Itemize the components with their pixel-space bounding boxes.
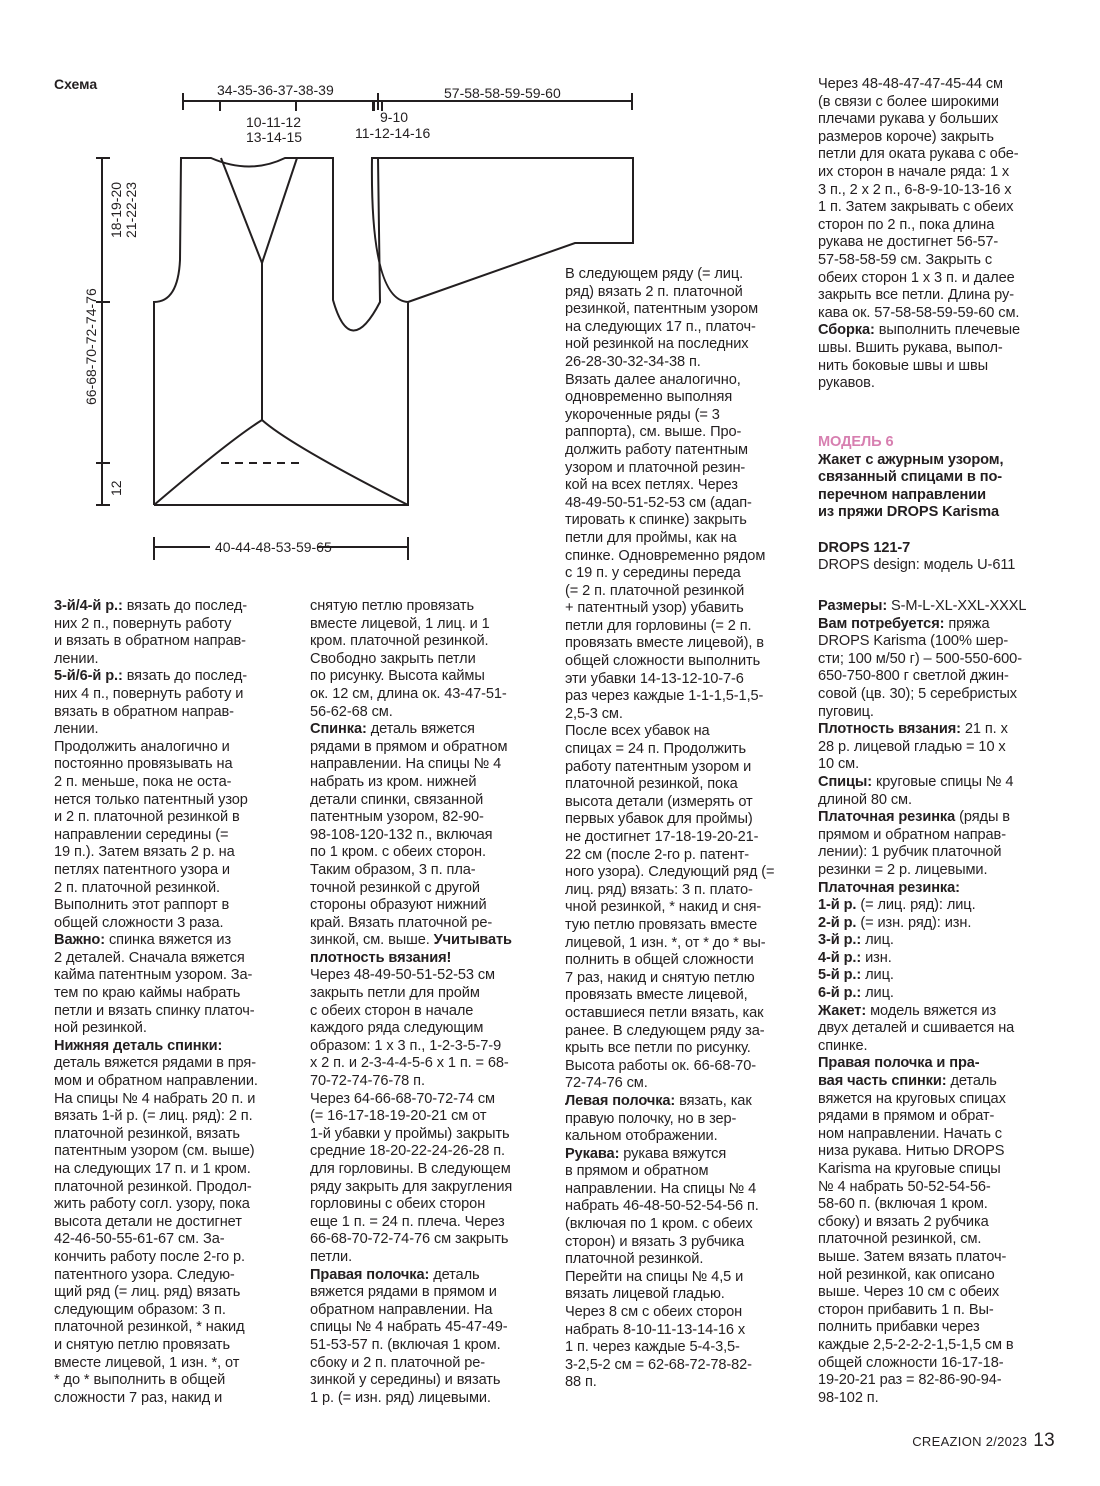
text-line bbox=[818, 1073, 1026, 1091]
text-line: ной резинкой. bbox=[54, 1020, 147, 1037]
bold-lead: Платочная резинка: bbox=[818, 879, 960, 896]
text-line bbox=[310, 950, 512, 968]
text-line: прямом и обратном направ- bbox=[818, 826, 1006, 843]
bold-lead: Жакет: bbox=[818, 1002, 867, 1019]
text-line: 2 п. платочной резинкой. bbox=[54, 879, 220, 896]
text-line bbox=[54, 598, 258, 616]
text-line: вместе лицевой, 1 лиц. и 1 bbox=[310, 615, 490, 632]
neck-v bbox=[221, 158, 297, 263]
text-line: еще 1 п. = 24 п. плеча. Через bbox=[310, 1213, 505, 1230]
text-line: рядами в прямом и обратном bbox=[310, 738, 508, 755]
text-line: 7 раз, накид и снятую петлю bbox=[565, 969, 755, 986]
text-line bbox=[818, 774, 1026, 792]
text-line: платочной резинкой. bbox=[565, 1251, 704, 1268]
text-line: * до * выполнить в общей bbox=[54, 1372, 226, 1389]
text-line: петли и вязать спинку платоч- bbox=[54, 1002, 255, 1019]
bold-lead: Спинка: bbox=[310, 721, 367, 738]
text-line: петли для проймы, как на bbox=[565, 529, 737, 546]
text-run: рукава вяжутся bbox=[619, 1145, 727, 1162]
text-line: сторон) и вязать 3 рубчика bbox=[565, 1233, 745, 1250]
text-line: 2,5-3 см. bbox=[565, 705, 623, 722]
page-number: 13 bbox=[1033, 1430, 1055, 1451]
text-line: каждого ряда следующим bbox=[310, 1020, 484, 1037]
text-line: (= 16-17-18-19-20-21 см от bbox=[310, 1108, 487, 1125]
text-line: оставшиеся петли вязать, как bbox=[565, 1004, 764, 1021]
text-line: сторон прибавить 1 п. Вы- bbox=[818, 1301, 994, 1318]
bold-lead: Платочная резинка bbox=[818, 809, 956, 826]
text-line: Через 64-66-68-70-72-74 см bbox=[310, 1090, 495, 1107]
text-line: длиной 80 см. bbox=[818, 791, 912, 808]
bold-lead: 6-й р.: bbox=[818, 985, 862, 1002]
text-column-3 bbox=[565, 266, 774, 1392]
bold-lead: Вам потребуется: bbox=[818, 615, 945, 632]
bold-lead: 2-й р. bbox=[818, 914, 857, 931]
bold-lead: Рукава: bbox=[565, 1145, 620, 1162]
text-line bbox=[310, 1267, 512, 1285]
text-line: чной резинкой, * накид и сня- bbox=[565, 899, 762, 916]
text-line: детали спинки, связанной bbox=[310, 791, 484, 808]
label-length: 66-68-70-72-74-76 bbox=[83, 288, 99, 405]
text-line bbox=[818, 985, 1026, 1003]
text-line bbox=[818, 616, 1026, 634]
label-shoulder-2: 11-12-14-16 bbox=[355, 125, 431, 141]
text-line: 2 п. меньше, пока не оста- bbox=[54, 773, 232, 790]
schema-title: Схема bbox=[54, 76, 98, 92]
bold-lead: вая часть спинки: bbox=[818, 1073, 947, 1090]
model-title-line: связанный спицами в по- bbox=[818, 469, 1003, 486]
text-line bbox=[54, 932, 258, 950]
back-outline bbox=[154, 158, 380, 505]
text-line: их сторон в начале ряда: 1 х bbox=[818, 163, 1010, 180]
text-line: стороны образуют нижний bbox=[310, 897, 487, 914]
text-line: в прямом и обратном bbox=[565, 1163, 709, 1180]
label-shoulder-1: 9-10 bbox=[380, 109, 409, 125]
text-line: сложности 7 раз, накид и bbox=[54, 1389, 223, 1406]
text-line: № 4 набрать 50-52-54-56- bbox=[818, 1178, 991, 1195]
text-line: ной резинкой, как описано bbox=[818, 1266, 995, 1283]
text-line: (= 2 п. платочной резинкой bbox=[565, 582, 745, 599]
text-line: размеров короче) закрыть bbox=[818, 128, 994, 145]
text-line: 98-102 п. bbox=[818, 1389, 879, 1406]
text-line: общей сложности 16-17-18- bbox=[818, 1354, 1004, 1371]
text-line: кальном отображении. bbox=[565, 1128, 718, 1145]
text-line: двух деталей и сшивается на bbox=[818, 1020, 1015, 1037]
text-line: полнить в общей сложности bbox=[565, 952, 754, 969]
text-line: сторон по 2 п., пока длина bbox=[818, 216, 995, 233]
text-line: и вязать в обратном направ- bbox=[54, 633, 246, 650]
text-line: 72-74-76 см. bbox=[565, 1075, 648, 1092]
text-line: платочной резинкой, вязать bbox=[54, 1125, 240, 1142]
text-line: спицах = 24 п. Продолжить bbox=[565, 741, 746, 758]
text-line: с обеих сторон в начале bbox=[310, 1002, 474, 1019]
text-line: платочной резинкой, * накид bbox=[54, 1319, 245, 1336]
text-line bbox=[310, 721, 512, 739]
text-line: спицы № 4 набрать 45-47-49- bbox=[310, 1319, 508, 1336]
text-line: 58-60 п. (включая 1 кром. bbox=[818, 1196, 988, 1213]
text-line: край. Вязать платочной ре- bbox=[310, 914, 493, 931]
text-line: ном направлении. Начать с bbox=[818, 1125, 1002, 1142]
text-line: нется только патентный узор bbox=[54, 791, 248, 808]
text-line: узором и платочной резин- bbox=[565, 459, 746, 476]
text-run: вязать, как bbox=[675, 1092, 752, 1109]
text-line: деталь вяжется рядами в пря- bbox=[54, 1055, 256, 1072]
bold-lead: 3-й р.: bbox=[818, 932, 862, 949]
text-line: рукавов. bbox=[818, 375, 875, 392]
text-line: лении): 1 рубчик платочной bbox=[818, 844, 1002, 861]
label-armhole-1: 18-19-20 bbox=[108, 181, 124, 238]
text-line: лиц. ряд) вязать: 3 п. плато- bbox=[565, 881, 753, 898]
text-line: ок. 12 см, длина ок. 43-47-51- bbox=[310, 685, 507, 702]
text-line: постоянно провязывать на bbox=[54, 756, 233, 773]
text-line: нить боковые швы и швы bbox=[818, 357, 989, 374]
text-column-2 bbox=[310, 598, 512, 1407]
bold-lead: Правая полочка: bbox=[310, 1266, 430, 1283]
text-line: высота детали не достигнет bbox=[54, 1213, 242, 1230]
text-line: для горловины. В следующем bbox=[310, 1161, 511, 1177]
text-column-4-top bbox=[818, 76, 1020, 393]
bold-lead: Важно: bbox=[54, 932, 105, 949]
label-neck-1: 10-11-12 bbox=[246, 114, 302, 130]
text-line: Свободно закрыть петли bbox=[310, 650, 476, 667]
text-line: 1 п. через каждые 5-4-3,5- bbox=[565, 1339, 740, 1356]
bold-lead: Плотность вязания: bbox=[818, 721, 961, 738]
text-run: зинкой, см. выше. bbox=[310, 932, 434, 949]
text-line: Вязать далее аналогично, bbox=[565, 371, 741, 388]
text-line: набрать 46-48-50-52-54-56 п. bbox=[565, 1198, 759, 1215]
text-line: Таким образом, 3 п. пла- bbox=[310, 861, 476, 878]
text-line: (включая по 1 кром. с обеих bbox=[565, 1216, 753, 1233]
text-run: спинка вяжется из bbox=[105, 932, 232, 949]
text-line bbox=[818, 809, 1026, 827]
text-line: закрыть все петли. Длина ру- bbox=[818, 287, 1014, 304]
text-line: горловины с обеих сторон bbox=[310, 1196, 486, 1213]
text-line: направлении середины (= bbox=[54, 826, 229, 843]
text-run: деталь вяжется bbox=[366, 721, 475, 738]
text-line: петли для горловины (= 2 п. bbox=[565, 617, 752, 634]
text-line bbox=[310, 932, 512, 950]
text-line: общей сложности 3 раза. bbox=[54, 914, 224, 931]
bold-lead: 5-й р.: bbox=[818, 967, 862, 984]
label-neck-2: 13-14-15 bbox=[246, 129, 303, 145]
bold-lead: плотность вязания! bbox=[310, 949, 452, 966]
text-line: рукава не достигнет 56-57- bbox=[818, 234, 999, 251]
text-line: укороченные ряды (= 3 bbox=[565, 406, 720, 423]
text-line: каждые 2,5-2-2-2-1,5-1,5 см в bbox=[818, 1336, 1014, 1353]
bold-lead: Размеры: bbox=[818, 598, 888, 614]
text-line: вместе лицевой, 1 изн. *, от bbox=[54, 1354, 240, 1371]
text-line: зинкой у середины) и вязать bbox=[310, 1372, 501, 1389]
label-width: 40-44-48-53-59-65 bbox=[215, 539, 332, 555]
text-line bbox=[818, 950, 1026, 968]
text-line: пуговиц. bbox=[818, 703, 874, 720]
text-line: с 19 п. у середины переда bbox=[565, 565, 741, 582]
text-line: общей сложности выполнить bbox=[565, 653, 761, 670]
text-line: (в связи с более широкими bbox=[818, 93, 999, 110]
label-armhole-2: 21-22-23 bbox=[123, 181, 139, 238]
text-line: 3-2,5-2 см = 62-68-72-78-82- bbox=[565, 1356, 752, 1373]
text-run: вязать до послед- bbox=[122, 598, 247, 614]
text-line: 19-20-21 раз = 82-86-90-94- bbox=[818, 1372, 1002, 1389]
text-line bbox=[818, 598, 1026, 616]
model-title-line: Жакет с ажурным узором, bbox=[818, 451, 1004, 468]
text-line: 3 п., 2 х 2 п., 6-8-9-10-13-16 х bbox=[818, 181, 1012, 198]
text-line: Через 8 см с обеих сторон bbox=[565, 1304, 743, 1321]
text-line: ного узора). Следующий ряд (= bbox=[565, 864, 775, 881]
text-run: (ряды в bbox=[955, 809, 1010, 826]
text-line: кончить работу после 2-го р. bbox=[54, 1248, 245, 1265]
text-line: вязать лицевой гладью. bbox=[565, 1286, 725, 1303]
text-line: 70-72-74-76-78 п. bbox=[310, 1073, 425, 1090]
text-line bbox=[818, 1055, 1026, 1073]
text-run: лиц. bbox=[861, 967, 894, 984]
text-line: патентного узора. Следую- bbox=[54, 1266, 235, 1283]
text-line: 42-46-50-55-61-67 см. За- bbox=[54, 1231, 225, 1248]
text-line: 28 р. лицевой гладью = 10 х bbox=[818, 738, 1006, 755]
text-line: набрать 8-10-11-13-14-16 х bbox=[565, 1321, 746, 1338]
page-footer bbox=[912, 1430, 1055, 1452]
text-run: пряжа bbox=[944, 615, 990, 632]
text-line: сти; 100 м/50 г) – 500-550-600- bbox=[818, 650, 1022, 667]
text-line: 1 п. Затем закрывать с обеих bbox=[818, 199, 1014, 216]
text-line: и снятую петлю провязать bbox=[54, 1336, 231, 1353]
text-line: средние 18-20-22-24-26-28 п. bbox=[310, 1143, 506, 1160]
text-line: работу патентным узором и bbox=[565, 758, 752, 775]
text-line: них 2 п., повернуть работу bbox=[54, 615, 232, 632]
bold-lead: 3-й/4-й р.: bbox=[54, 598, 123, 614]
magazine-issue: CREAZION 2/2023 bbox=[912, 1434, 1028, 1449]
text-line: вяжется рядами в прямом и bbox=[310, 1284, 497, 1301]
text-line: 1-й убавки у проймы) закрыть bbox=[310, 1125, 510, 1142]
text-line: 48-49-50-51-52-53 см (адап- bbox=[565, 494, 752, 511]
text-run: модель вяжется из bbox=[866, 1002, 997, 1019]
text-line: правую полочку, но в зер- bbox=[565, 1110, 737, 1127]
text-line: кром. платочной резинкой. bbox=[310, 633, 489, 650]
text-line: кайма патентным узором. За- bbox=[54, 967, 253, 984]
text-line: Выполнить этот раппорт в bbox=[54, 897, 230, 914]
text-line: на следующих 17 п. и 1 кром. bbox=[54, 1161, 251, 1177]
text-run: вязать до послед- bbox=[122, 668, 247, 685]
text-line: 98-108-120-132 п., включая bbox=[310, 826, 493, 843]
text-line: спинке. bbox=[818, 1037, 868, 1054]
text-line: + патентный узор) убавить bbox=[565, 600, 744, 617]
text-line: кава ок. 57-58-58-59-59-60 см. bbox=[818, 304, 1020, 321]
text-line: ной резинкой на последних bbox=[565, 336, 749, 353]
text-line: 22 см (после 2-го р. патент- bbox=[565, 846, 750, 863]
text-line: 10 см. bbox=[818, 756, 860, 773]
text-line: не достигнет 17-18-19-20-21- bbox=[565, 829, 759, 845]
text-line bbox=[818, 915, 1026, 933]
text-run: выполнить плечевые bbox=[874, 322, 1021, 339]
label-top-left: 34-35-36-37-38-39 bbox=[217, 82, 334, 98]
text-line: петли для оката рукава с обе- bbox=[818, 146, 1019, 163]
text-line: должить работу патентным bbox=[565, 441, 748, 458]
text-run: 21 п. х bbox=[960, 721, 1008, 738]
text-line: мом и обратном направлении. bbox=[54, 1073, 258, 1090]
text-line: закрыть петли для пройм bbox=[310, 985, 480, 1002]
text-line: них 4 п., повернуть работу и bbox=[54, 685, 244, 702]
text-line: резинки = 2 р. лицевыми. bbox=[818, 861, 988, 878]
text-line: 57-58-58-59 см. Закрыть с bbox=[818, 251, 993, 268]
text-line: лении. bbox=[54, 650, 99, 667]
text-line: направлении. На спицы № 4 bbox=[565, 1180, 757, 1197]
text-line: платочной резинкой, см. bbox=[818, 1231, 982, 1248]
text-line: DROPS Karisma (100% шер- bbox=[818, 633, 1009, 650]
text-line: На спицы № 4 набрать 20 п. и bbox=[54, 1090, 256, 1107]
bold-lead: 4-й р.: bbox=[818, 949, 862, 966]
text-run: лиц. bbox=[861, 985, 894, 1002]
text-line: швы. Вшить рукава, выпол- bbox=[818, 339, 1003, 356]
text-line: вязать 1-й р. (= лиц. ряд): 2 п. bbox=[54, 1108, 253, 1125]
text-run: деталь bbox=[946, 1073, 997, 1090]
text-line: вязать в обратном направ- bbox=[54, 703, 234, 720]
text-line bbox=[565, 1093, 774, 1111]
text-run: S-M-L-XL-XXL-XXXL bbox=[887, 598, 1027, 614]
text-line: Перейти на спицы № 4,5 и bbox=[565, 1268, 744, 1285]
text-line: 51-53-57 п. (включая 1 кром. bbox=[310, 1336, 501, 1353]
bold-lead: Правая полочка и пра- bbox=[818, 1055, 980, 1072]
body-outline bbox=[154, 158, 633, 505]
bold-lead: Сборка: bbox=[818, 322, 875, 339]
text-line bbox=[565, 1146, 774, 1164]
text-line: на следующих 17 п., платоч- bbox=[565, 318, 756, 335]
text-line: 88 п. bbox=[565, 1374, 597, 1391]
text-line: направлении. На спицы № 4 bbox=[310, 756, 502, 773]
text-line: тую петлю провязать вместе bbox=[565, 916, 758, 933]
text-line: 56-62-68 см. bbox=[310, 703, 393, 720]
text-line: патентным узором, 82-90- bbox=[310, 809, 484, 826]
model-title-line: перечном направлении bbox=[818, 486, 986, 503]
text-line: лении. bbox=[54, 721, 99, 738]
label-top-right: 57-58-58-59-59-60 bbox=[444, 85, 561, 101]
model-label: МОДЕЛЬ 6 bbox=[818, 434, 894, 450]
text-line: раз через каждые 1-1-1,5-1,5- bbox=[565, 688, 764, 705]
text-line: эти убавки 14-13-12-10-7-6 bbox=[565, 670, 744, 687]
model-title-line: из пряжи DROPS Karisma bbox=[818, 504, 1000, 521]
text-line bbox=[818, 1003, 1026, 1021]
text-line: петлях патентного узора и bbox=[54, 861, 230, 878]
text-line: 2 деталей. Сначала вяжется bbox=[54, 949, 245, 966]
text-line: следующим образом: 3 п. bbox=[54, 1301, 226, 1318]
text-line: Через 48-49-50-51-52-53 см bbox=[310, 967, 495, 984]
text-line: высота детали (измерять от bbox=[565, 793, 753, 810]
text-line bbox=[818, 322, 1020, 340]
text-line: Продолжить аналогично и bbox=[54, 738, 230, 755]
text-line: 19 п.). Затем вязать 2 р. на bbox=[54, 844, 235, 861]
text-line bbox=[54, 1038, 258, 1056]
text-line: по 1 кром. с обеих сторон. bbox=[310, 844, 486, 861]
text-line: Через 48-48-47-47-45-44 см bbox=[818, 76, 1003, 92]
text-line: резинкой, патентным узором bbox=[565, 301, 759, 318]
text-line: первых убавок для проймы) bbox=[565, 811, 753, 828]
text-line: лицевой, 1 изн. *, от * до * вы- bbox=[565, 934, 766, 951]
text-line: После всех убавок на bbox=[565, 723, 710, 740]
text-line: провязать вместе лицевой, bbox=[565, 987, 748, 1004]
model-code: DROPS 121-7 bbox=[818, 539, 911, 556]
text-run: лиц. bbox=[861, 932, 894, 949]
text-line bbox=[818, 897, 1026, 915]
text-line: х 2 п. и 2-3-4-4-5-6 х 1 п. = 68- bbox=[310, 1055, 509, 1072]
text-line: точной резинкой с другой bbox=[310, 879, 480, 896]
text-line: набрать из кром. нижней bbox=[310, 773, 477, 790]
text-line: провязать вместе лицевой), в bbox=[565, 635, 764, 652]
text-line: рядами в прямом и обрат- bbox=[818, 1108, 995, 1125]
text-line: по рисунку. Высота каймы bbox=[310, 668, 485, 685]
text-line: ряду закрыть для закругления bbox=[310, 1178, 513, 1195]
text-line bbox=[818, 967, 1026, 985]
text-line: Высота работы ок. 66-68-70- bbox=[565, 1057, 756, 1074]
bold-lead: Спицы: bbox=[818, 773, 873, 790]
text-line: и 2 п. платочной резинкой в bbox=[54, 809, 240, 826]
text-column-1 bbox=[54, 598, 258, 1407]
text-line: совой (цв. 30); 5 серебристых bbox=[818, 685, 1017, 702]
bold-run: Учитывать bbox=[433, 932, 512, 949]
text-line: спинке. Одновременно рядом bbox=[565, 547, 766, 564]
text-column-4-specs bbox=[818, 598, 1026, 1407]
text-line: тем по краю каймы набрать bbox=[54, 985, 241, 1002]
text-line: вяжется на круговых спицах bbox=[818, 1090, 1006, 1107]
text-run: круговые спицы № 4 bbox=[872, 773, 1014, 790]
label-border: 12 bbox=[108, 480, 124, 496]
text-line: крыть все петли по рисунку. bbox=[565, 1040, 751, 1057]
text-line: 26-28-30-32-34-38 п. bbox=[565, 353, 701, 370]
text-line: 66-68-70-72-74-76 см закрыть bbox=[310, 1231, 509, 1248]
text-line: образом: 1 х 3 п., 1-2-3-5-7-9 bbox=[310, 1037, 502, 1054]
model-design: DROPS design: модель U-611 bbox=[818, 557, 1016, 574]
text-line: платочной резинкой, пока bbox=[565, 776, 738, 793]
text-run: деталь bbox=[429, 1266, 480, 1283]
text-line bbox=[818, 721, 1026, 739]
text-line: раппорта), см. выше. Про- bbox=[565, 424, 742, 441]
text-line: патентным узором (см. выше) bbox=[54, 1143, 255, 1160]
text-line: сбоку и 2 п. платочной ре- bbox=[310, 1354, 486, 1371]
bold-lead: 1-й р. bbox=[818, 897, 857, 914]
text-line: плечами рукава у больших bbox=[818, 111, 999, 128]
text-line: снятую петлю провязать bbox=[310, 598, 475, 614]
text-line: Karisma на круговые спицы bbox=[818, 1161, 1001, 1177]
text-line: кой на всех петлях. Через bbox=[565, 477, 738, 494]
text-line bbox=[54, 668, 258, 686]
text-line: низа рукава. Нитью DROPS bbox=[818, 1143, 1005, 1160]
text-line: платочной резинкой. Продол- bbox=[54, 1178, 252, 1195]
text-line: полнить прибавки через bbox=[818, 1319, 980, 1336]
text-line: сбоку) и вязать 2 рубчика bbox=[818, 1213, 989, 1230]
text-line: одновременно выполняя bbox=[565, 389, 733, 406]
text-line: В следующем ряду (= лиц. bbox=[565, 266, 744, 282]
model-heading bbox=[818, 434, 1015, 575]
text-line: 1 р. (= изн. ряд) лицевыми. bbox=[310, 1389, 491, 1406]
text-line: щий ряд (= лиц. ряд) вязать bbox=[54, 1284, 241, 1301]
bold-lead: 5-й/6-й р.: bbox=[54, 668, 123, 685]
text-line: 650-750-800 г светлой джин- bbox=[818, 668, 1009, 685]
text-line: обеих сторон 1 х 3 п. и далее bbox=[818, 269, 1015, 286]
text-line bbox=[818, 880, 1026, 898]
text-line: ранее. В следующем ряду за- bbox=[565, 1022, 765, 1039]
bold-lead: Левая полочка: bbox=[565, 1092, 676, 1109]
text-line: петли. bbox=[310, 1248, 353, 1265]
text-line: жить работу согл. узору, пока bbox=[54, 1196, 250, 1213]
text-run: (= изн. ряд): изн. bbox=[856, 914, 972, 931]
bold-lead: Нижняя деталь спинки: bbox=[54, 1037, 223, 1054]
text-line: обратном направлении. На bbox=[310, 1301, 493, 1318]
text-line: выше. Затем вязать платоч- bbox=[818, 1248, 1007, 1265]
text-run: (= лиц. ряд): лиц. bbox=[856, 897, 976, 914]
text-line: тировать к спинке) закрыть bbox=[565, 512, 747, 529]
text-line: выше. Через 10 см с обеих bbox=[818, 1284, 1000, 1301]
text-line: ряд) вязать 2 п. платочной bbox=[565, 283, 743, 300]
text-line bbox=[818, 932, 1026, 950]
text-run: изн. bbox=[861, 949, 892, 966]
